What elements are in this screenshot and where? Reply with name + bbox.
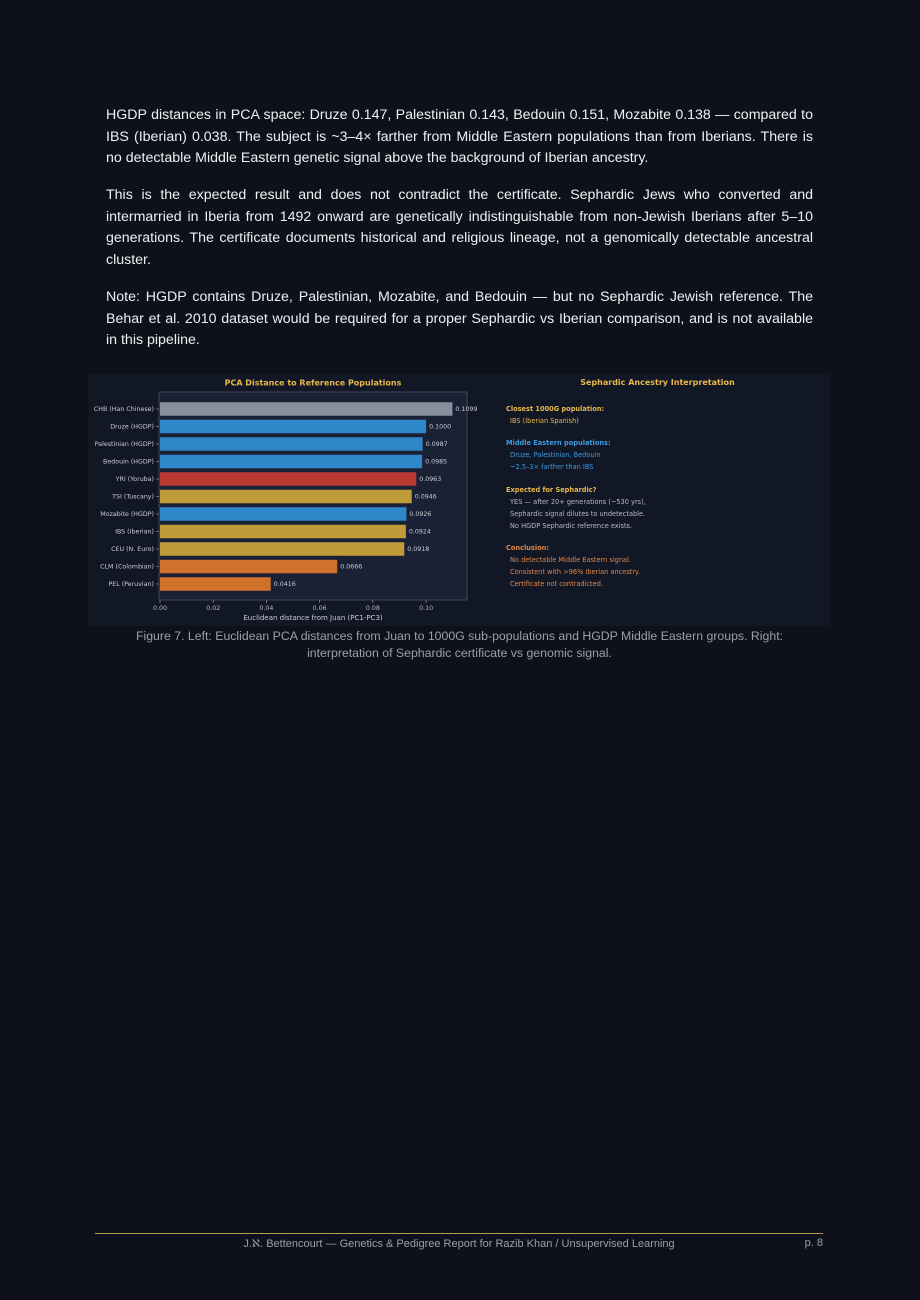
value-label: 0.0918 (407, 546, 430, 554)
paragraph-hgdp-distances: HGDP distances in PCA space: Druze 0.147, Palestinian 0.143, Bedouin 0.151, Mozabite 0.138 — compared to IBS (Iberian) 0.038. The subject is ~3–4× farther from Middle Eastern populations than from Iberians. There is no detectable Middle Eastern genetic signal above the background of Iberian ancestry. (106, 107, 813, 166)
value-label: 0.1099 (455, 406, 478, 414)
figure-7 (88, 374, 830, 626)
value-label: 0.0963 (419, 476, 442, 484)
category-label: CLM (Colombian) (100, 563, 154, 571)
value-label: 0.0666 (340, 563, 363, 571)
x-tick-label: 0.04 (259, 605, 274, 612)
x-tick-label: 0.08 (365, 605, 380, 612)
interpretation-title: Sephardic Ancestry Interpretation (580, 378, 735, 387)
expected-block (506, 484, 646, 532)
pca-distance-chart (88, 374, 505, 626)
bar (160, 472, 416, 486)
x-axis-title: Euclidean distance from Juan (PC1-PC3) (243, 614, 383, 622)
category-label: Palestinian (HGDP) (94, 441, 154, 449)
conclusion-block (506, 542, 640, 590)
closest-heading: Closest 1000G population: (506, 405, 605, 413)
paragraph-expected-result: This is the expected result and does not contradict the certificate. Sephardic Jews who converted and intermarried in Iberia from 1492 onward are genetically indistinguishable from non-Jewish Iberians after 5–10 generations. The certificate documents historical and religious lineage, not a genomically detectable ancestral cluster. (106, 187, 813, 268)
conclusion-line: Consistent with >96% Iberian ancestry. (510, 568, 641, 576)
x-tick-label: 0.06 (312, 605, 327, 612)
expected-line: YES — after 20+ generations (~530 yrs), (510, 498, 646, 506)
footer-text: J.ℵ. Bettencourt — Genetics & Pedigree Report for Razib Khan / Unsupervised Learning (243, 1238, 675, 1250)
bar (160, 577, 271, 591)
middle-eastern-heading: Middle Eastern populations: (506, 439, 611, 447)
conclusion-heading: Conclusion: (506, 544, 549, 552)
x-tick-label: 0.02 (206, 605, 221, 612)
page-number: p. 8 (804, 1237, 823, 1249)
bar (160, 507, 406, 521)
bar (160, 402, 452, 416)
closest-line: IBS (Iberian Spanish) (510, 417, 579, 425)
bar (160, 490, 412, 504)
bar (160, 525, 406, 539)
closest-population-block (506, 403, 604, 427)
expected-line: No HGDP Sephardic reference exists. (510, 522, 633, 530)
middle-eastern-block (506, 437, 611, 473)
category-label: CEU (N. Euro) (111, 546, 154, 554)
category-label: CHB (Han Chinese) (93, 406, 154, 414)
bar (160, 437, 423, 451)
middle-eastern-line: ~2.5–3× farther than IBS (510, 463, 594, 471)
category-label: Mozabite (HGDP) (100, 511, 154, 519)
value-label: 0.0985 (425, 458, 448, 466)
value-label: 0.0924 (408, 528, 431, 536)
value-label: 0.0416 (273, 581, 296, 589)
category-label: Druze (HGDP) (110, 423, 154, 431)
value-label: 0.1000 (429, 423, 452, 431)
bar (160, 455, 422, 469)
x-tick-label: 0.10 (419, 605, 434, 612)
chart-title: PCA Distance to Reference Populations (224, 378, 402, 388)
category-label: IBS (Iberian) (115, 528, 154, 536)
value-label: 0.0987 (425, 441, 448, 449)
expected-line: Sephardic signal dilutes to undetectable. (510, 510, 646, 518)
category-label: PEL (Peruvian) (108, 581, 154, 589)
x-tick-label: 0.00 (152, 605, 168, 612)
middle-eastern-line: Druze, Palestinian, Bedouin (510, 451, 601, 459)
x-axis-ticks (153, 600, 433, 612)
category-label: Bedouin (HGDP) (103, 458, 154, 466)
expected-heading: Expected for Sephardic? (506, 486, 597, 494)
category-label: TSI (Tuscany) (112, 493, 154, 501)
bar (160, 560, 337, 574)
conclusion-line: No detectable Middle Eastern signal. (510, 556, 631, 564)
figure-caption: Figure 7. Left: Euclidean PCA distances from Juan to 1000G sub-populations and HGDP Middle Eastern groups. Right: interpretation of Sephardic certificate vs genomic signal. (135, 629, 784, 660)
conclusion-line: Certificate not contradicted. (510, 580, 603, 588)
value-label: 0.0946 (414, 493, 437, 501)
interpretation-panel (505, 374, 830, 626)
paragraph-note-hgdp: Note: HGDP contains Druze, Palestinian, Mozabite, and Bedouin — but no Sephardic Jewish reference. The Behar et al. 2010 dataset would be required for a proper Sephardic vs Iberian comparison, and is not available in this pipeline. (106, 289, 813, 348)
footer-divider (95, 1233, 823, 1234)
bar (160, 420, 426, 434)
category-label: YRI (Yoruba) (115, 476, 154, 484)
value-label: 0.0926 (409, 511, 432, 519)
bar (160, 542, 404, 556)
